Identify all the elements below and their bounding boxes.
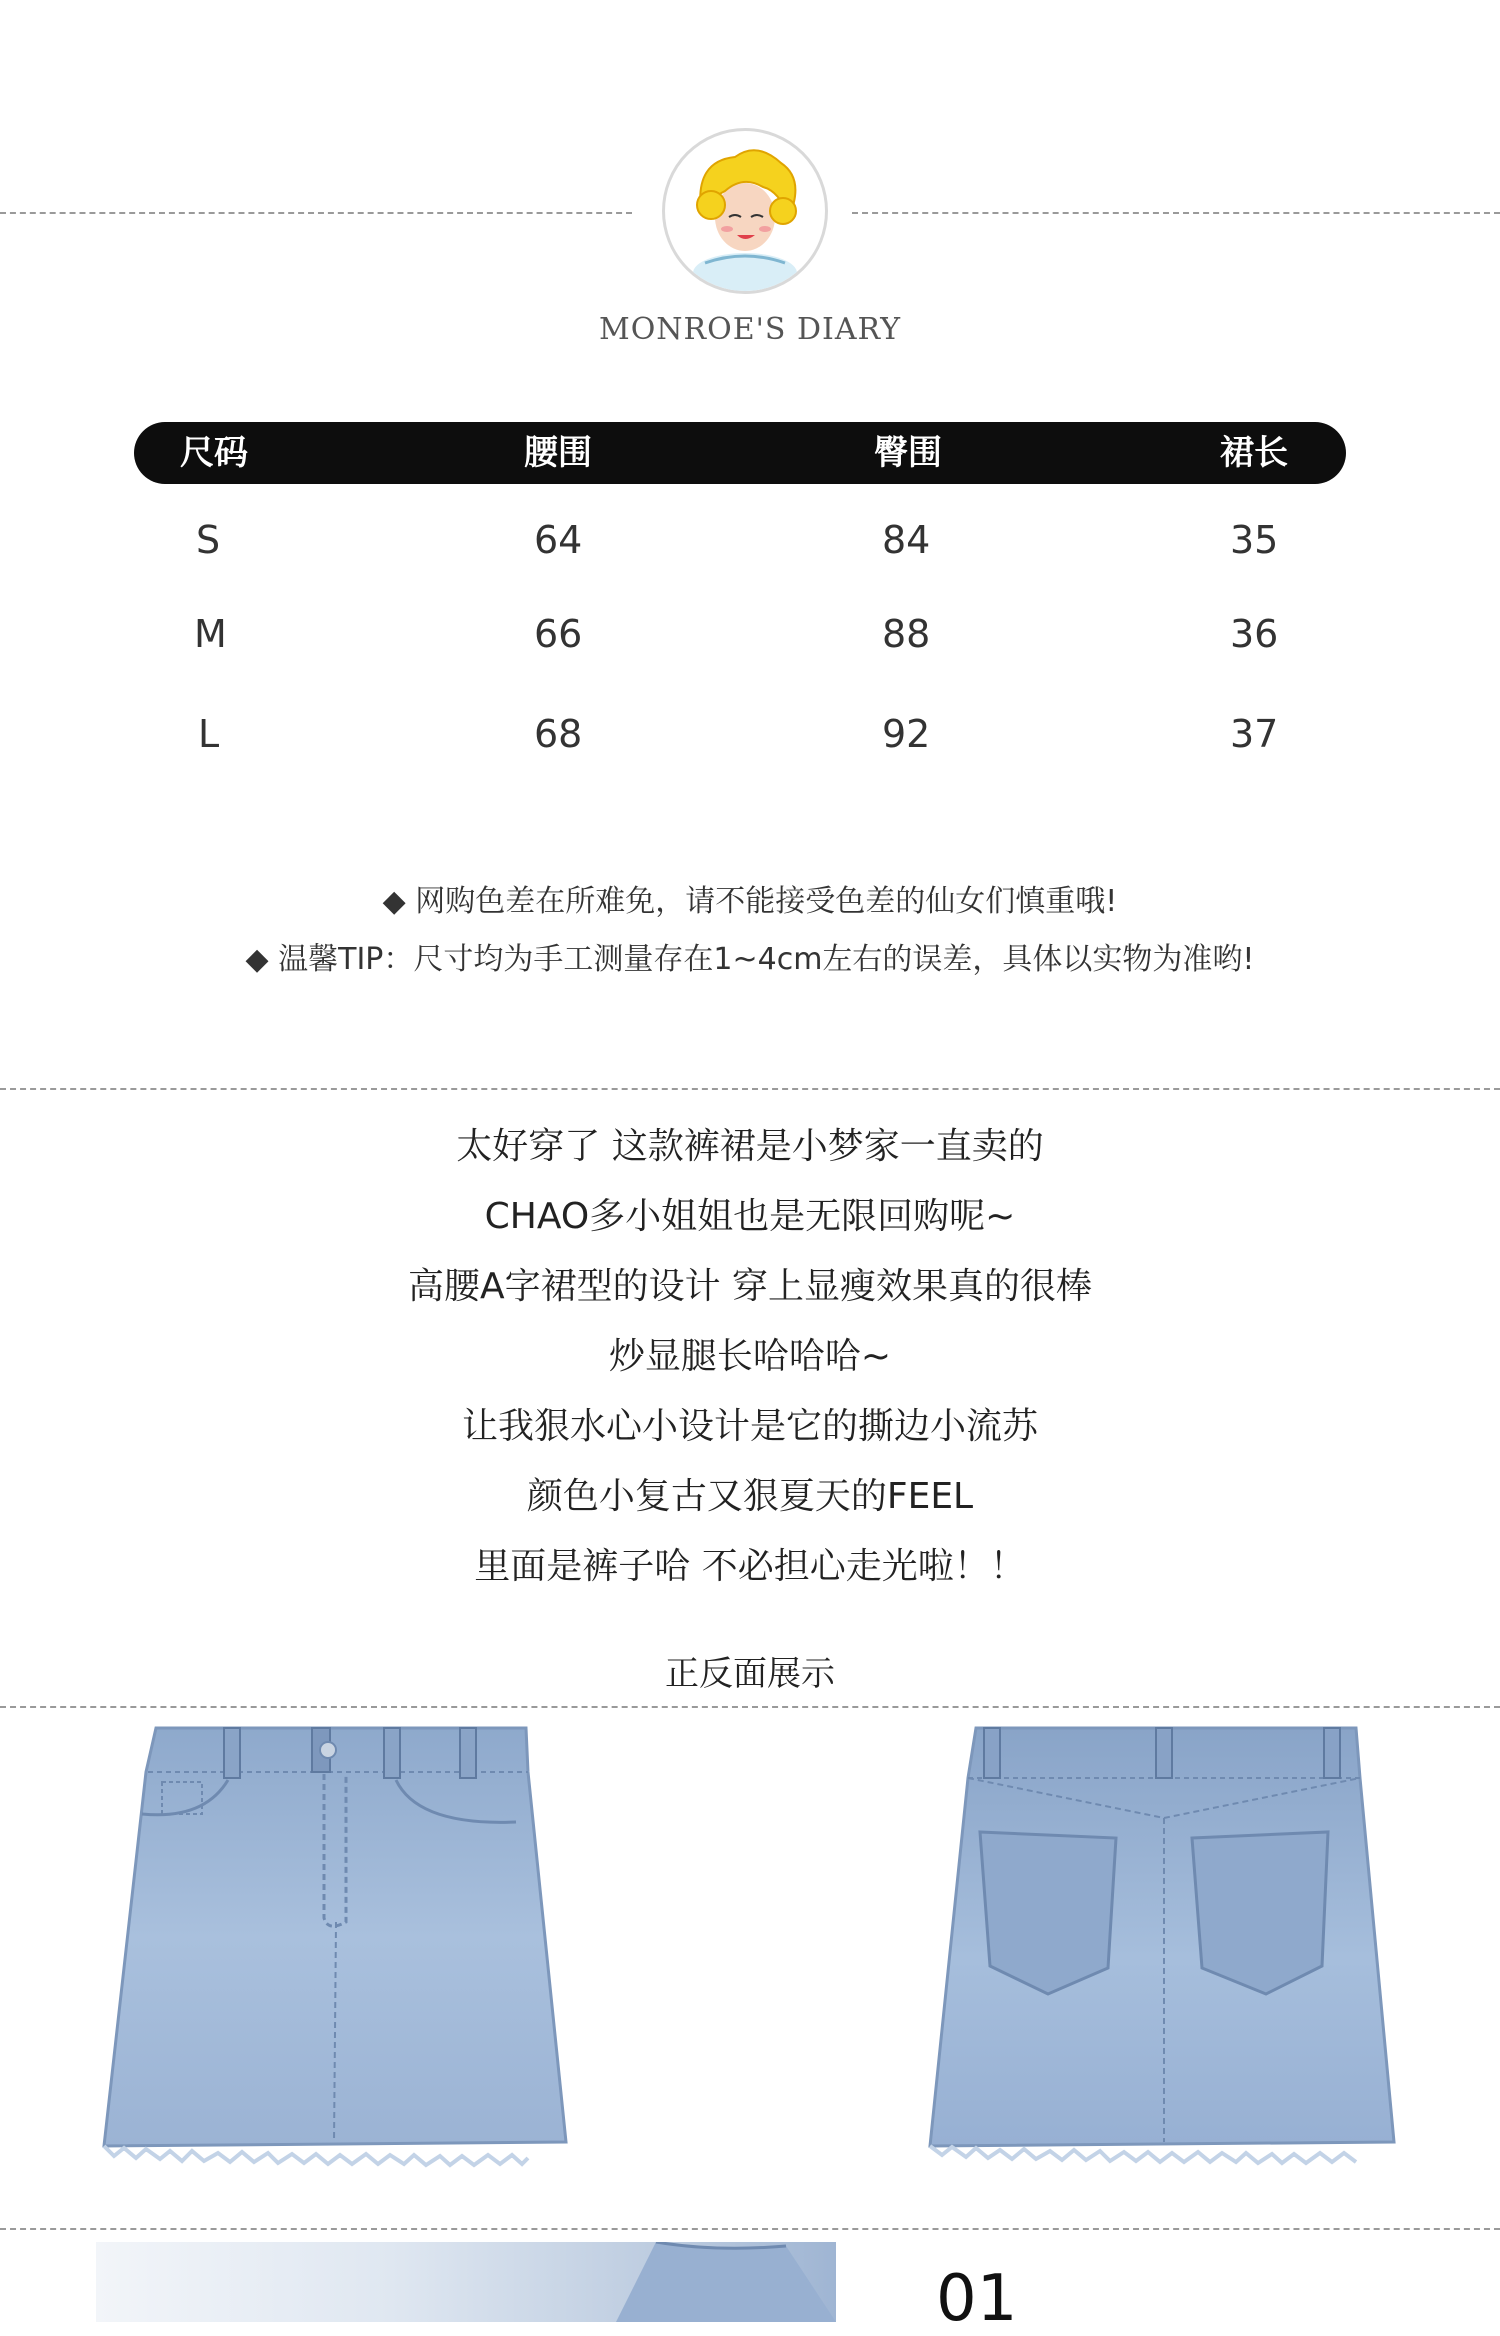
description-line: 颜色小复古又狠夏天的FEEL <box>526 1476 974 1517</box>
table-cell: 66 <box>534 612 583 656</box>
table-cell: 84 <box>882 518 931 562</box>
note-measure-tip: ◆ 温馨TIP：尺寸均为手工测量存在1~4cm左右的误差，具体以实物为准哟! <box>245 942 1255 977</box>
header-waist: 腰围 <box>524 433 592 473</box>
header-size: 尺码 <box>180 433 248 473</box>
note-color-difference: ◆ 网购色差在所难免，请不能接受色差的仙女们慎重哦! <box>382 884 1118 919</box>
header-length: 裙长 <box>1220 433 1288 473</box>
skirt-back-image <box>920 1722 1416 2174</box>
table-cell: 37 <box>1230 712 1279 756</box>
description-line: 太好穿了 这款裤裙是小梦家一直卖的 <box>456 1126 1044 1167</box>
divider-right <box>852 212 1500 214</box>
table-cell: L <box>198 712 220 756</box>
divider-left <box>0 212 632 214</box>
table-cell: 92 <box>882 712 931 756</box>
table-cell: S <box>196 518 221 562</box>
brand-name: MONROE'S DIARY <box>598 312 902 347</box>
header-hip: 臀围 <box>874 433 942 473</box>
section-title: 正反面展示 <box>665 1654 835 1694</box>
divider <box>0 1706 1500 1708</box>
description-line: 高腰A字裙型的设计 穿上显瘦效果真的很棒 <box>407 1266 1093 1307</box>
table-cell: M <box>194 612 227 656</box>
table-cell: 36 <box>1230 612 1279 656</box>
divider <box>0 1088 1500 1090</box>
description-line: CHAO多小姐姐也是无限回购呢~ <box>484 1196 1016 1237</box>
detail-image-partial <box>96 2242 836 2322</box>
skirt-detail-icon <box>96 2242 836 2322</box>
table-cell: 68 <box>534 712 583 756</box>
divider <box>0 2228 1500 2230</box>
brand-logo <box>662 128 828 294</box>
table-cell: 88 <box>882 612 931 656</box>
size-table-header <box>134 422 1346 484</box>
description-line: 炒显腿长哈哈哈~ <box>608 1336 892 1377</box>
monroe-cartoon-icon <box>665 131 825 291</box>
description-line: 里面是裤子哈 不必担心走光啦！！ <box>474 1546 1026 1587</box>
detail-number: 01 <box>936 2262 1018 2336</box>
table-cell: 64 <box>534 518 583 562</box>
table-cell: 35 <box>1230 518 1279 562</box>
description-line: 让我狠水心小设计是它的撕边小流苏 <box>461 1406 1038 1447</box>
skirt-front-image <box>96 1722 586 2174</box>
